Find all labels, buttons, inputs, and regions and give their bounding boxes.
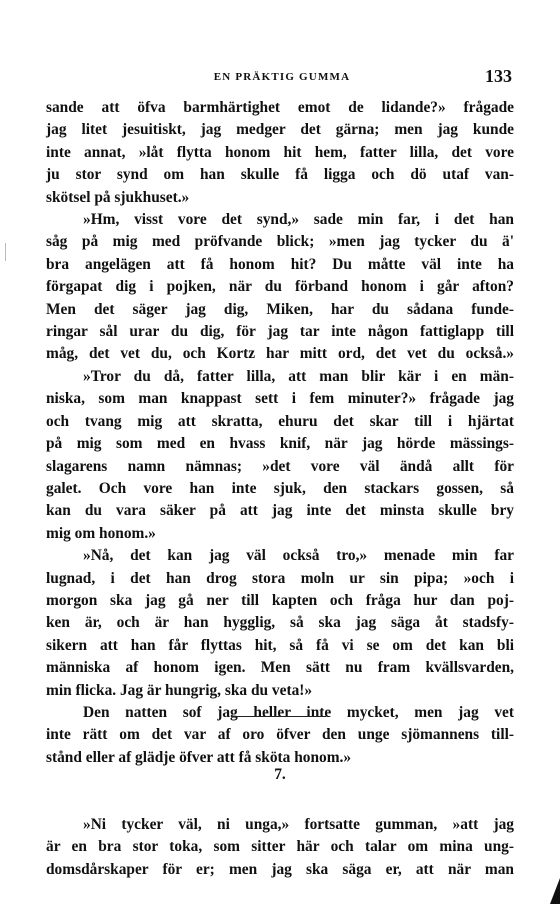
text-line: »Ni tycker väl, ni unga,» fortsatte gumman, »att jag <box>83 816 514 833</box>
body-text <box>46 97 514 769</box>
text-line: Men det säger jag dig, Miken, har du sådana funde- <box>46 300 514 318</box>
text-line: är en bra stor toka, som sitter här och talar om mina ung- <box>46 838 514 856</box>
text-line: såg på mig med pröfvande blick; »men jag tycker du ä' <box>46 233 514 251</box>
section-number: 7. <box>274 766 286 783</box>
text-line: domsdårskaper för er; men jag ska säga er, att när man <box>46 860 514 878</box>
text-line: min flicka. Jag är hungrig, ska du veta!» <box>46 681 313 699</box>
text-line: morgon ska jag gå ner till kapten och fråga hur dan poj- <box>46 591 514 609</box>
text-line: niska, som man knappast sett i fem minuter?» frågade jag <box>46 390 514 408</box>
text-line: sikern att han får flyttas hit, så få vi se om det kan bli <box>46 636 514 654</box>
text-line: mig om honom.» <box>46 524 156 542</box>
running-header <box>52 66 512 88</box>
text-line: inte annat, »låt flytta honom hit hem, fatter lilla, det vore <box>46 143 514 161</box>
text-line: »Tror du då, fatter lilla, att man blir kär i en män- <box>83 367 514 385</box>
text-line: jag litet jesuitiskt, jag medger det gärna; men jag kunde <box>46 121 514 139</box>
text-line: galet. Och vore han inte sjuk, den stackars gossen, så <box>46 479 514 497</box>
text-line: förgapat dig i pojken, när du förband honom i går afton? <box>46 278 514 296</box>
text-line: ken är, och är han hygglig, så ska jag säga åt stadsfy- <box>46 614 514 632</box>
margin-mark <box>5 243 6 261</box>
text-line: ringar sål urar du dig, för jag tar inte någon fattiglapp till <box>46 323 514 341</box>
text-line: på mig som med en hvass knif, när jag hörde mässings- <box>46 435 514 453</box>
text-line: »Nå, det kan jag väl också tro,» menade min far <box>83 547 514 565</box>
text-line: Den natten sof jag heller inte mycket, men jag vet <box>83 703 514 721</box>
text-line: kan du vara säker på att jag inte det minsta skulle bry <box>46 502 514 520</box>
text-line: måg, det vet du, och Kortz har mitt ord, det vet du också.» <box>46 345 514 363</box>
text-line: ju stor synd om han skulle få ligga och dö utaf van- <box>46 166 514 184</box>
text-line: stånd eller af glädje öfver att få sköta honom.» <box>46 748 352 766</box>
running-title: EN PRÄKTIG GUMMA <box>213 71 351 83</box>
page-number: 133 <box>485 66 512 86</box>
text-line: sande att öfva barmhärtighet emot de lidande?» frågade <box>46 99 514 116</box>
corner-mark <box>550 878 560 904</box>
text-line: »Hm, visst vore det synd,» sade min far, i det han <box>83 211 514 229</box>
text-line: lugnad, i det han drog stora moln ur sin pipa; »och i <box>46 569 514 587</box>
section-divider <box>232 716 326 717</box>
text-line: och tvang mig att skratta, ehuru det skar till i hjärtat <box>46 412 514 430</box>
text-line: slagarens namn nämnas; »det vore väl ändå allt för <box>46 457 514 475</box>
text-line: människa af honom igen. Men sätt nu fram kvällsvarden, <box>46 659 514 677</box>
text-line: skötsel på sjukhuset.» <box>46 188 190 206</box>
section-text <box>46 814 514 881</box>
text-line: bra angelägen att få honom hit? Du måtte väl inte ha <box>46 255 514 273</box>
text-line: inte rätt om det var af oro öfver den unge sjömannens till- <box>46 726 514 744</box>
